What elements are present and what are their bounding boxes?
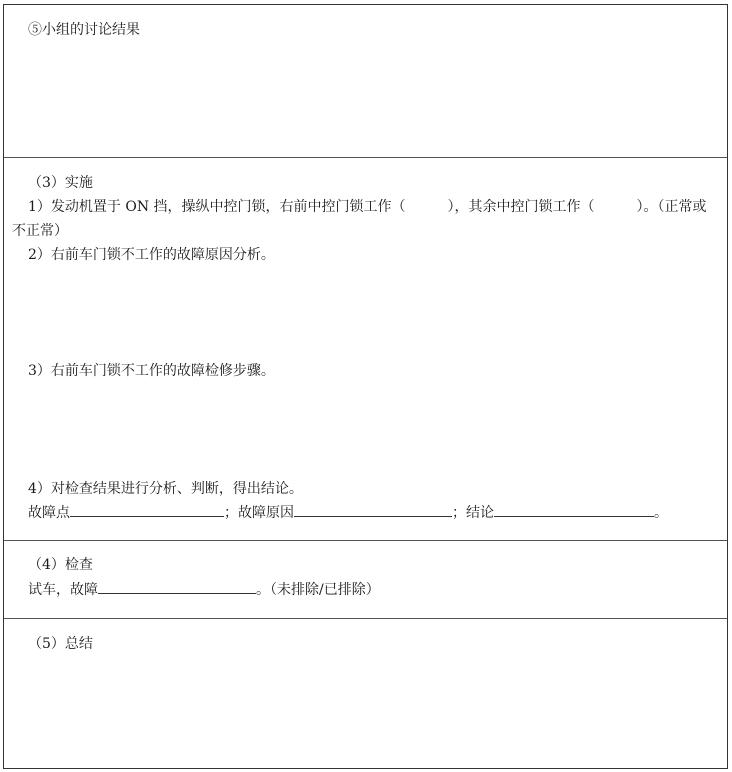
test-drive-row: [28, 579, 380, 600]
step-1-part-c: ）。（正常或: [636, 199, 707, 215]
worksheet-frame: [3, 4, 728, 769]
implementation-heading: （3）实施: [28, 175, 93, 191]
conclusion-end-mark: 。: [654, 505, 668, 521]
step-1-part-a: 1）发动机置于 ON 挡，操纵中控门锁，右前中控门锁工作（: [28, 199, 406, 215]
divider-1: [4, 157, 727, 158]
test-drive-suffix: 。（未排除/已排除）: [256, 582, 380, 598]
fault-cause-blank[interactable]: [294, 502, 452, 517]
fault-status-blank[interactable]: [98, 579, 256, 594]
conclusion-label: ；结论: [452, 505, 494, 521]
fault-point-blank[interactable]: [70, 502, 224, 517]
divider-2: [4, 540, 727, 541]
step-2-text: 2）右前车门锁不工作的故障原因分析。: [28, 247, 275, 263]
fault-cause-label: ；故障原因: [224, 505, 294, 521]
test-drive-label: 试车，故障: [28, 582, 98, 598]
summary-heading: （5）总结: [28, 636, 93, 652]
step-3-text: 3）右前车门锁不工作的故障检修步骤。: [28, 363, 275, 379]
step-1-part-b: ），其余中控门锁工作（: [447, 199, 595, 215]
conclusion-blank[interactable]: [494, 502, 654, 517]
conclusion-row: [28, 502, 668, 523]
fault-point-label: 故障点: [28, 505, 70, 521]
check-heading: （4）检查: [28, 557, 93, 573]
step-4-text: 4）对检查结果进行分析、判断，得出结论。: [28, 481, 303, 497]
divider-3: [4, 618, 727, 619]
step-1-text: [28, 197, 707, 217]
step-1-continuation: 不正常）: [12, 223, 68, 239]
discussion-result-heading: ⑤小组的讨论结果: [28, 22, 140, 38]
